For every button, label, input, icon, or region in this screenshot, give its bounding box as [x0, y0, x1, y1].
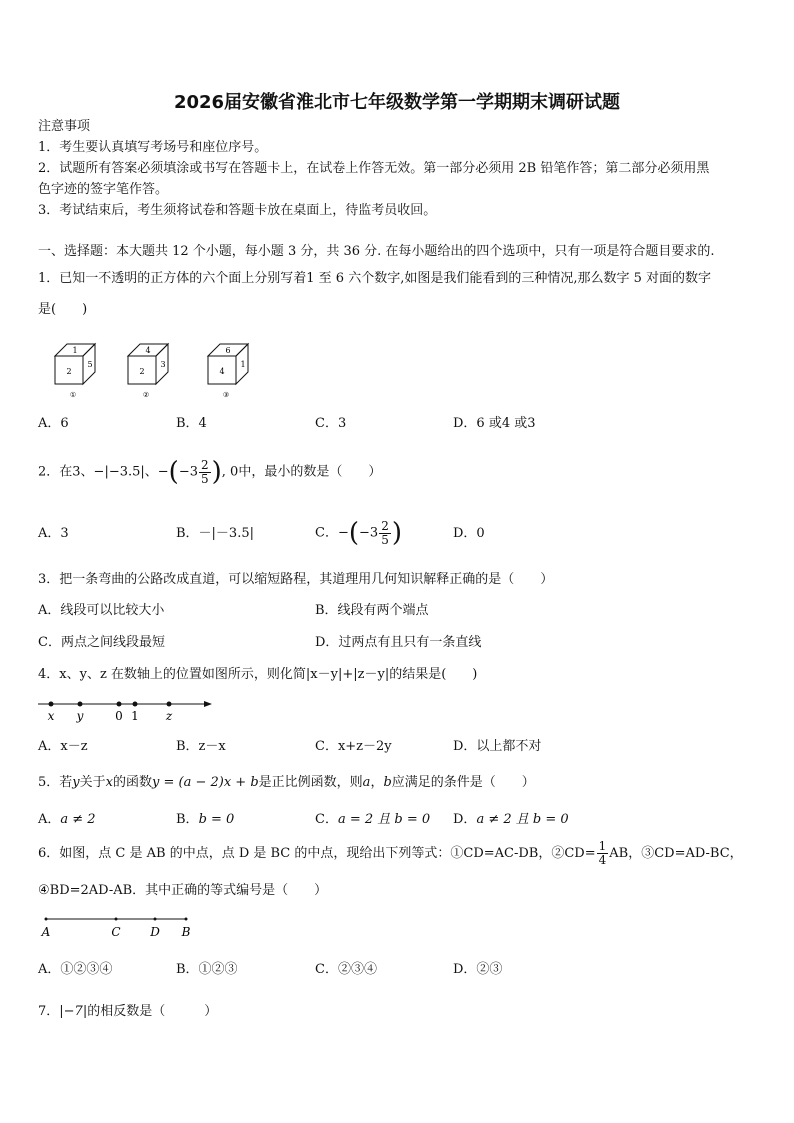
q6-option-c: C．②③④ — [315, 962, 377, 977]
q4-option-c: C．x+z－2y — [315, 739, 392, 754]
cube-1 — [55, 344, 95, 399]
question-1-text: 1．已知一不透明的正方体的六个面上分别写着1 至 6 六个数字,如图是我们能看到的三种情况,那么数字 5 对面的数字 — [38, 271, 712, 286]
axis-label-z: z — [165, 709, 173, 723]
cube-3-top: 6 — [225, 346, 231, 355]
question-2-text: 2．在3、−|−3.5|、−(−3 $\frac{2}{5}$ ), 0中，最小的数是（ ） — [38, 457, 382, 487]
segment-label-b: B — [181, 925, 191, 939]
notes-item: 1．考生要认真填写考场号和座位序号。 — [38, 140, 268, 155]
axis-label-x: x — [47, 709, 55, 723]
q3-option-c: C．两点之间线段最短 — [38, 635, 165, 650]
q5-option-d: D．a ≠ 2 且 b = 0 — [453, 812, 569, 827]
segment-label-c: C — [111, 925, 121, 939]
q2-prefix: 2．在 — [38, 464, 73, 480]
cube-1-label: ① — [69, 391, 77, 399]
number-line-figure — [36, 695, 216, 727]
q2-option-d: D．0 — [453, 526, 485, 541]
segment-label-d: D — [150, 925, 160, 939]
segment-label-a: A — [41, 925, 51, 939]
q1-option-a: A．6 — [38, 416, 69, 431]
cube-3-side: 1 — [240, 360, 246, 369]
q1-option-d: D．6 或4 或3 — [453, 416, 536, 431]
question-6-text: 6．如图，点 C 是 AB 的中点，点 D 是 BC 的中点，现给出下列等式：①CD=AC-DB，②CD= $\frac{1}{4}$ AB，③CD=AD-BC， — [38, 839, 743, 867]
cube-3-front: 4 — [219, 367, 225, 376]
q2-option-b: B．－|－3.5| — [176, 526, 254, 541]
notes-heading: 注意事项 — [38, 119, 91, 134]
cube-2-label: ② — [142, 391, 150, 399]
q2-suffix: 中，最小的数是（ ） — [238, 464, 382, 480]
question-6-text-cont: ④BD=2AD-AB．其中正确的等式编号是（ ） — [38, 883, 328, 898]
q5-function: y = (a − 2)x + b — [152, 775, 259, 790]
q3-option-b: B．线段有两个端点 — [315, 603, 429, 618]
q4-option-d: D．以上都不对 — [453, 739, 542, 754]
question-3-text: 3．把一条弯曲的公路改成直道，可以缩短路程，其道理用几何知识解释正确的是（ ） — [38, 572, 554, 587]
axis-label-y: y — [76, 709, 84, 723]
section-heading: 一、选择题：本大题共 12 个小题，每小题 3 分，共 36 分. 在每小题给出的四个选项中，只有一项是符合题目要求的. — [38, 244, 715, 259]
q2-frac-whole: −3 — [178, 464, 198, 480]
q6-option-d: D．②③ — [453, 962, 503, 977]
q5-option-a: A．a ≠ 2 — [38, 812, 96, 827]
cube-figures — [50, 338, 260, 400]
q4-option-b: B．z－x — [176, 739, 226, 754]
cube-2 — [128, 344, 168, 399]
cube-1-front: 2 — [66, 367, 72, 376]
q2-option-c: C．−(−3 $\frac{2}{5}$ ) — [315, 518, 402, 548]
q1-option-b: B．4 — [176, 416, 207, 431]
q1-option-c: C．3 — [315, 416, 347, 431]
notes-item: 3．考试结束后，考生须将试卷和答题卡放在桌面上，待监考员收回。 — [38, 203, 437, 218]
q5-option-c: C．a = 2 且 b = 0 — [315, 812, 431, 827]
cube-3-label: ③ — [222, 391, 230, 399]
cube-3 — [208, 344, 248, 399]
notes-item: 2．试题所有答案必须填涂或书写在答题卡上，在试卷上作答无效。第一部分必须用 2B 铅笔作答；第二部分必须用黑 — [38, 161, 710, 176]
page-title: 2026届安徽省淮北市七年级数学第一学期期末调研试题 — [173, 92, 621, 113]
cube-1-top: 1 — [72, 346, 78, 355]
q6-option-b: B．①②③ — [176, 962, 238, 977]
question-5-text: 5．若y关于x的函数y = (a − 2)x + b是正比例函数，则a，b应满足的条件是（ ） — [38, 775, 535, 790]
cube-1-side: 5 — [87, 360, 93, 369]
cube-2-front: 2 — [139, 367, 145, 376]
q6-option-a: A．①②③④ — [38, 962, 113, 977]
q5-option-b: B．b = 0 — [176, 812, 235, 827]
q3-option-a: A．线段可以比较大小 — [38, 603, 165, 618]
q2-expr2: , 0 — [221, 464, 239, 480]
q2-expr1: 3、−|−3.5|、− — [72, 464, 169, 480]
q3-option-d: D．过两点有且只有一条直线 — [315, 635, 482, 650]
axis-label-0: 0 — [115, 709, 123, 723]
notes-item: 色字迹的签字笔作答。 — [38, 182, 169, 197]
q7-expr: |−7| — [59, 1004, 88, 1019]
q4-option-a: A．x－z — [38, 739, 88, 754]
question-1-text-cont: 是( ) — [38, 302, 88, 317]
axis-label-1: 1 — [131, 709, 139, 723]
cube-2-side: 3 — [160, 360, 166, 369]
q2-option-a: A．3 — [38, 526, 69, 541]
question-7-text: 7．|−7|的相反数是（ ） — [38, 1004, 218, 1019]
question-4-text: 4．x、y、z 在数轴上的位置如图所示，则化简|x－y|+|z－y|的结果是( ) — [38, 667, 478, 682]
q2-fraction: $\frac{2}{5}$ — [201, 457, 209, 486]
cube-2-top: 4 — [145, 346, 151, 355]
segment-figure — [38, 912, 198, 942]
